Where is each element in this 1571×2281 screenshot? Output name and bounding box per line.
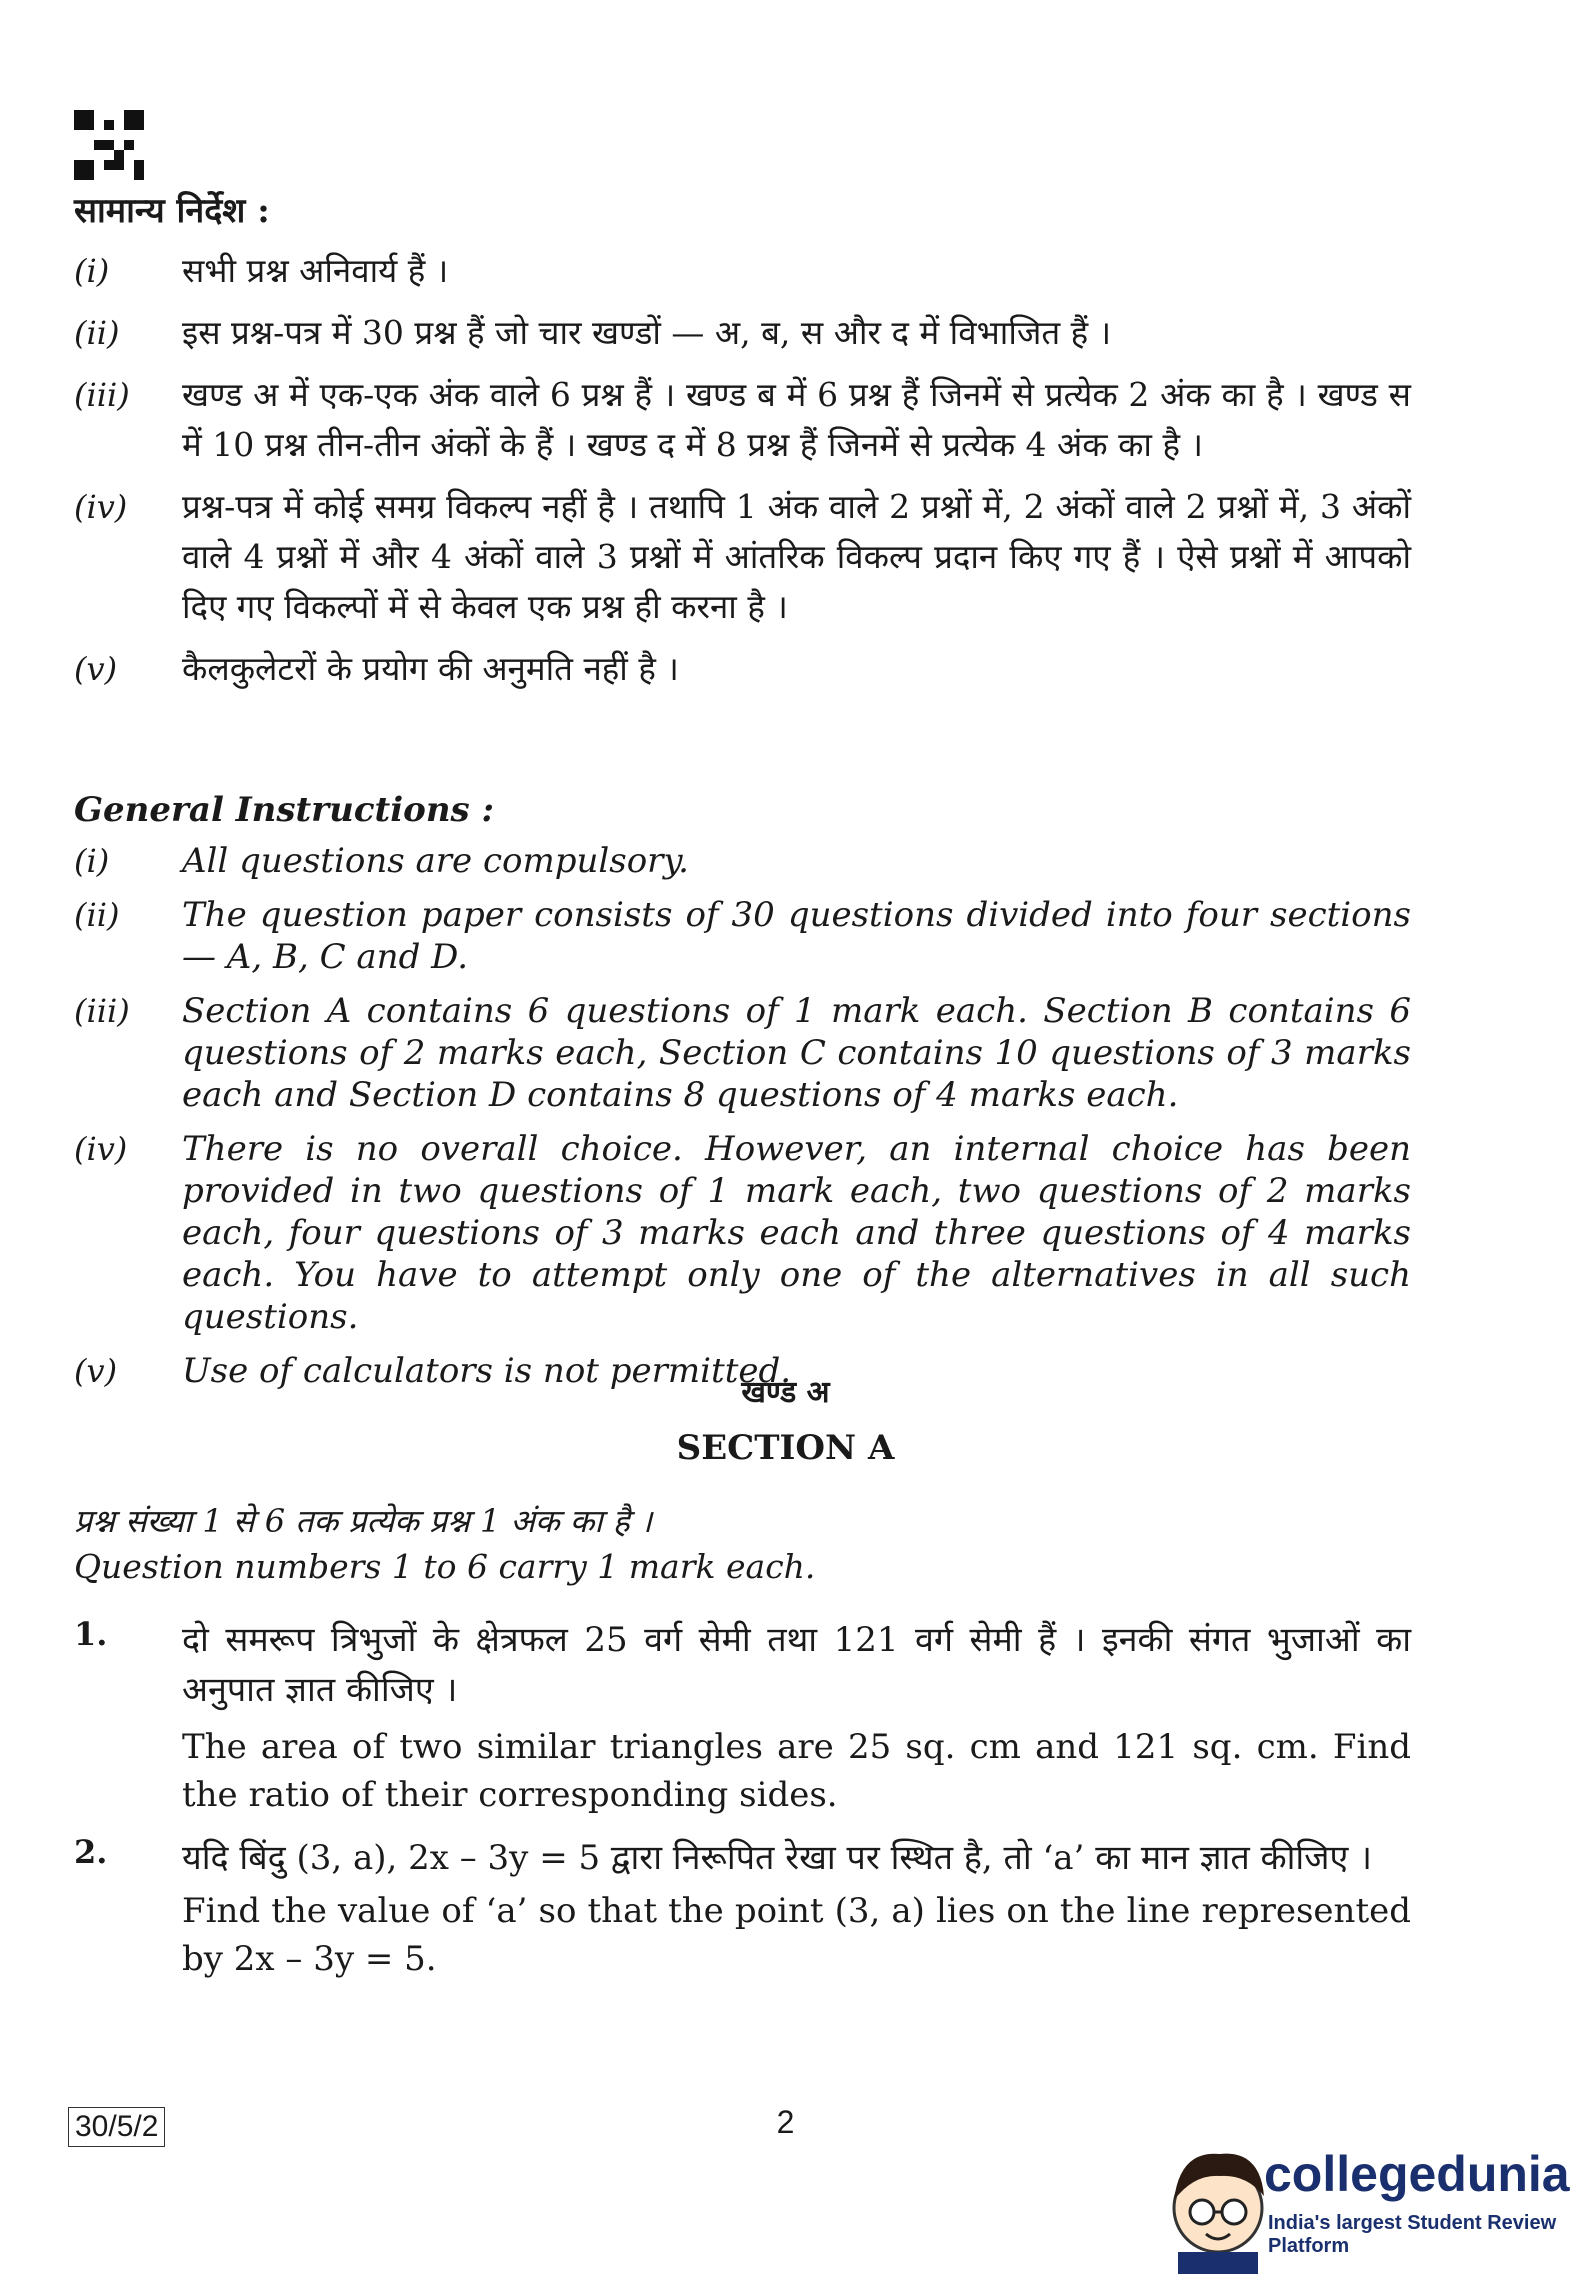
english-item [74, 840, 1411, 882]
question-1 [74, 1615, 1411, 1819]
english-item-number: (iv) [74, 1130, 128, 1168]
hindi-instructions [74, 186, 1411, 706]
section-notes [74, 1498, 1411, 1590]
hindi-item-number: (v) [74, 650, 118, 688]
questions [74, 1615, 1411, 1983]
english-item-number: (v) [74, 1352, 118, 1390]
qr-code-icon [74, 110, 144, 180]
question-number: 2. [74, 1833, 108, 1871]
english-item-number: (iii) [74, 992, 130, 1030]
question-hindi-text: दो समरूप त्रिभुजों के क्षेत्रफल 25 वर्ग सेमी तथा 121 वर्ग सेमी हैं । इनकी संगत भुजाओं का अनुपात ज्ञात कीजिए । [182, 1620, 1411, 1710]
english-instructions [74, 790, 1411, 1404]
hindi-item [74, 308, 1411, 358]
english-item-text: Use of calculators is not permitted. [182, 1351, 792, 1391]
english-item-text: There is no overall choice. However, an internal choice has been provided in two questions of 1 mark each, two questions of 2 marks each, four questions of 3 marks each and three questions of 4 marks each. You have to attempt only one of the alternatives in all such questions. [182, 1129, 1411, 1337]
logo-name: collegedunia [1264, 2146, 1570, 2202]
hindi-item [74, 246, 1411, 296]
question-2 [74, 1833, 1411, 1983]
english-item-text: The question paper consists of 30 questions divided into four sections — A, B, C and D. [182, 895, 1411, 977]
english-item-text: All questions are compulsory. [182, 841, 689, 881]
page-number: 2 [776, 2104, 795, 2140]
hindi-item-text: सभी प्रश्न अनिवार्य हैं । [182, 251, 449, 290]
section-english-note: Question numbers 1 to 6 carry 1 mark each. [74, 1547, 816, 1586]
english-item [74, 894, 1411, 978]
hindi-item-number: (i) [74, 252, 110, 290]
hindi-item [74, 482, 1411, 632]
hindi-item-text: खण्ड अ में एक-एक अंक वाले 6 प्रश्न हैं । खण्ड ब में 6 प्रश्न हैं जिनमें से प्रत्येक 2 अंक का है । खण्ड स में 10 प्रश्न तीन-तीन अंकों के हैं । खण्ड द में 8 प्रश्न हैं जिनमें से प्रत्येक 4 अंक का है । [182, 375, 1411, 464]
hindi-item-number: (iv) [74, 488, 128, 526]
english-item-text: Section A contains 6 questions of 1 mark each. Section B contains 6 questions of 2 marks each, Section C contains 10 questions of 3 marks each and Section D contains 8 questions of 4 marks each. [182, 991, 1411, 1115]
section-hindi-title: खण्ड अ [741, 1375, 830, 1410]
question-english-text: The area of two similar triangles are 25 sq. cm and 121 sq. cm. Find the ratio of their corresponding sides. [182, 1727, 1411, 1815]
question-english-text: Find the value of ‘a’ so that the point (3, a) lies on the line represented by 2x – 3y = 5. [182, 1891, 1411, 1979]
hindi-item-text: कैलकुलेटरों के प्रयोग की अनुमति नहीं है । [182, 649, 679, 688]
english-item [74, 1128, 1411, 1338]
logo-tagline: India's largest Student Review Platform [1268, 2212, 1557, 2257]
question-number: 1. [74, 1615, 108, 1653]
question-hindi-text: यदि बिंदु (3, a), 2x – 3y = 5 द्वारा निरूपित रेखा पर स्थित है, तो ‘a’ का मान ज्ञात कीजिए । [182, 1838, 1372, 1878]
section-english-title: SECTION A [676, 1428, 895, 1468]
hindi-instruction-list [74, 246, 1411, 694]
english-item-number: (i) [74, 842, 110, 880]
english-item-number: (ii) [74, 896, 120, 934]
english-instruction-list [74, 840, 1411, 1392]
hindi-item-text: इस प्रश्न-पत्र में 30 प्रश्न हैं जो चार खण्डों — अ, ब, स और द में विभाजित हैं । [182, 313, 1112, 352]
hindi-item-number: (ii) [74, 314, 120, 352]
section-hindi-note: प्रश्न संख्या 1 से 6 तक प्रत्येक प्रश्न 1 अंक का है । [74, 1502, 653, 1540]
paper-code: 30/5/2 [68, 2107, 165, 2147]
hindi-item [74, 370, 1411, 470]
hindi-item-text: प्रश्न-पत्र में कोई समग्र विकल्प नहीं है । तथापि 1 अंक वाले 2 प्रश्नों में, 2 अंकों वाले 2 प्रश्नों में, 3 अंकों वाले 4 प्रश्नों में और 4 अंकों वाले 3 प्रश्नों में आंतरिक विकल्प प्रदान किए गए हैं । ऐसे प्रश्नों में आपको दिए गए विकल्पों में से केवल एक प्रश्न ही करना है । [182, 487, 1411, 626]
hindi-item-number: (iii) [74, 376, 130, 414]
english-item [74, 990, 1411, 1116]
hindi-instructions-heading: सामान्य निर्देश : [74, 191, 270, 231]
hindi-item [74, 644, 1411, 694]
english-instructions-heading: General Instructions : [74, 790, 495, 830]
